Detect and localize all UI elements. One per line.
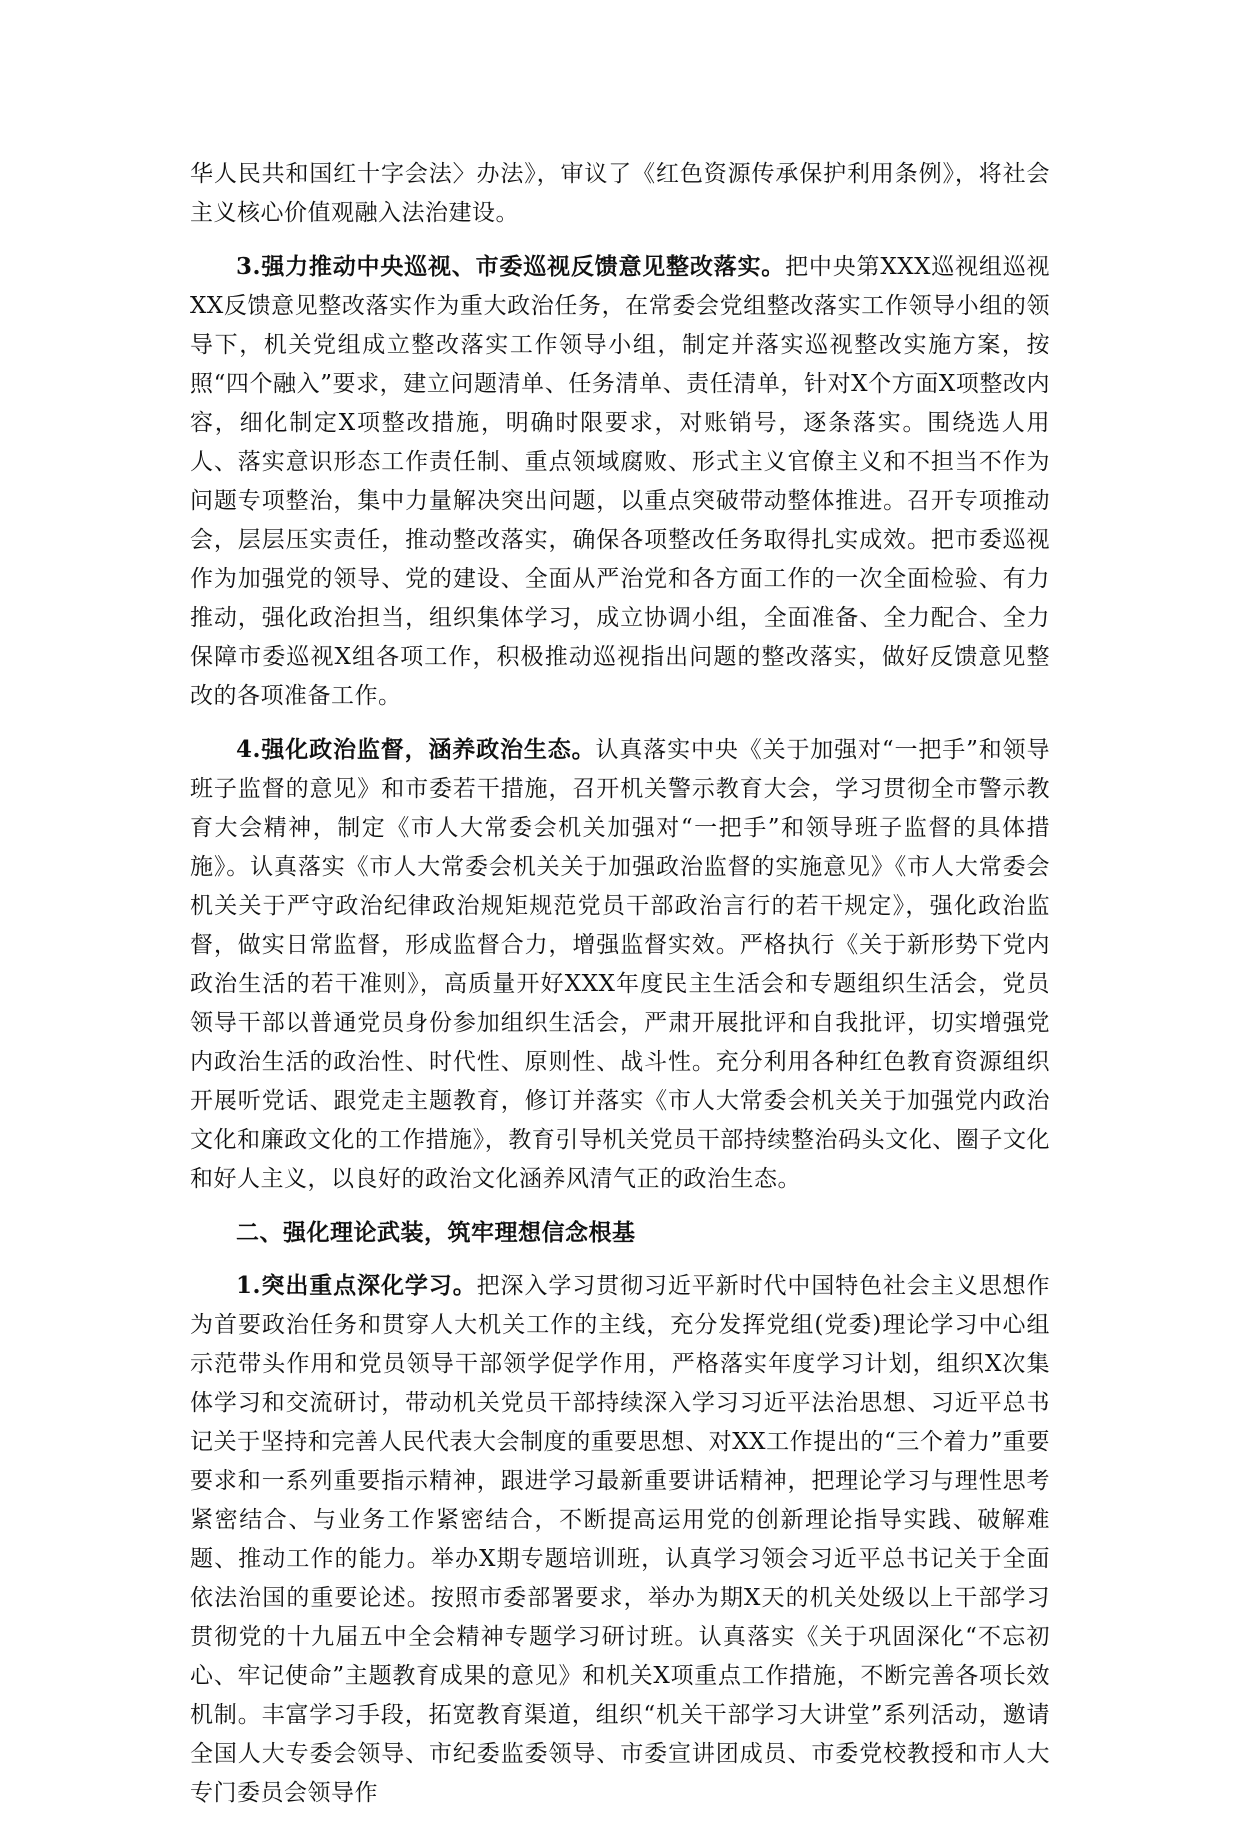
paragraph-item-1 [190,1266,1050,1813]
paragraph-lead: 3.强力推动中央巡视、市委巡视反馈意见整改落实。 [236,253,786,280]
paragraph-text: 认真落实中央《关于加强对“一把手”和领导班子监督的意见》和市委若干措施，召开机关警示教育大会，学习贯彻全市警示教育大会精神，制定《市人大常委会机关加强对“一把手”和领导班子监督的具体措施》。认真落实《市人大常委会机关关于加强政治监督的实施意见》《市人大常委会机关关于严守政治纪律政治规矩规范党员干部政治言行的若干规定》，强化政治监督，做实日常监督，形成监督合力，增强监督实效。严格执行《关于新形势下党内政治生活的若干准则》，高质量开好XXX年度民主生活会和专题组织生活会，党员领导干部以普通党员身份参加组织生活会，严肃开展批评和自我批评，切实增强党内政治生活的政治性、时代性、原则性、战斗性。充分利用各种红色教育资源组织开展听党话、跟党走主题教育，修订并落实《市人大常委会机关关于加强党内政治文化和廉政文化的工作措施》，教育引导机关党员干部持续整治码头文化、圈子文化和好人主义，以良好的政治文化涵养风清气正的政治生态。 [190,737,1050,1192]
paragraph-continuation [190,155,1050,233]
paragraph-lead: 1.突出重点深化学习。 [236,1272,477,1299]
paragraph-text: 华人民共和国红十字会法〉办法》，审议了《红色资源传承保护利用条例》，将社会主义核心价值观融入法治建设。 [190,161,1050,226]
section-heading: 二、强化理论武装，筑牢理想信念根基 [236,1219,636,1246]
paragraph-text: 把中央第XXX巡视组巡视XX反馈意见整改落实作为重大政治任务，在常委会党组整改落实工作领导小组的领导下，机关党组成立整改落实工作领导小组，制定并落实巡视整改实施方案，按照“四个融入”要求，建立问题清单、任务清单、责任清单，针对X个方面X项整改内容，细化制定X项整改措施，明确时限要求，对账销号，逐条落实。围绕选人用人、落实意识形态工作责任制、重点领域腐败、形式主义官僚主义和不担当不作为问题专项整治，集中力量解决突出问题，以重点突破带动整体推进。召开专项推动会，层层压实责任，推动整改落实，确保各项整改任务取得扎实成效。把市委巡视作为加强党的领导、党的建设、全面从严治党和各方面工作的一次全面检验、有力推动，强化政治担当，组织集体学习，成立协调小组，全面准备、全力配合、全力保障市委巡视X组各项工作，积极推动巡视指出问题的整改落实，做好反馈意见整改的各项准备工作。 [190,254,1051,709]
paragraph-lead: 4.强化政治监督，涵养政治生态。 [236,736,596,763]
document-page [190,155,1050,1827]
paragraph-text: 把深入学习贯彻习近平新时代中国特色社会主义思想作为首要政治任务和贯穿人大机关工作的主线，充分发挥党组(党委)理论学习中心组示范带头作用和党员领导干部领学促学作用，严格落实年度学习计划，组织X次集体学习和交流研讨，带动机关党员干部持续深入学习习近平法治思想、习近平总书记关于坚持和完善人民代表大会制度的重要思想、对XX工作提出的“三个着力”重要要求和一系列重要指示精神，跟进学习最新重要讲话精神，把理论学习与理性思考紧密结合、与业务工作紧密结合，不断提高运用党的创新理论指导实践、破解难题、推动工作的能力。举办X期专题培训班，认真学习领会习近平总书记关于全面依法治国的重要论述。按照市委部署要求，举办为期X天的机关处级以上干部学习贯彻党的十九届五中全会精神专题学习研讨班。认真落实《关于巩固深化“不忘初心、牢记使命”主题教育成果的意见》和机关X项重点工作措施，不断完善各项长效机制。丰富学习手段，拓宽教育渠道，组织“机关干部学习大讲堂”系列活动，邀请全国人大专委会领导、市纪委监委领导、市委宣讲团成员、市委党校教授和市人大专门委员会领导作 [190,1273,1051,1806]
paragraph-item-4 [190,730,1050,1199]
paragraph-item-3 [190,247,1050,716]
